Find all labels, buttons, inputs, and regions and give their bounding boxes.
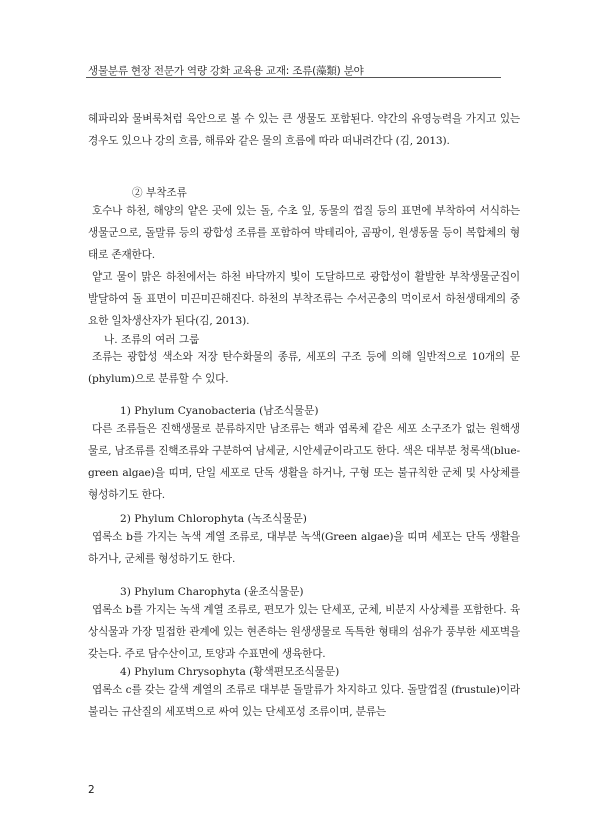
page-number: 2 <box>88 784 95 796</box>
phylum-2-heading: 2) Phylum Chlorophyta (녹조식물문) <box>120 513 307 525</box>
section-b-heading: 나. 조류의 여러 그룹 <box>104 334 200 346</box>
section-b-paragraph: 조류는 광합성 색소와 저장 탄수화물의 종류, 세포의 구조 등에 의해 일반적으로 10개의 문(phylum)으로 분류할 수 있다. <box>88 351 520 385</box>
phylum-4-text: 엽록소 c를 갖는 갈색 계열의 조류로 대부분 돌말류가 차지하고 있다. 돌말껍질 (frustule)이라 불리는 규산질의 세포벽으로 싸여 있는 단세포성 조류이며, 분류는 <box>88 684 520 718</box>
periphyton-paragraph-1: 호수나 하천, 해양의 얕은 곳에 있는 돌, 수초 잎, 동물의 껍질 등의 표면에 부착하여 서식하는 생물군으로, 돌말류 등의 광합성 조류를 포함하여 박테리아, 곰팡이, 원생동물 등이 복합체의 형태로 존재한다. <box>88 205 520 261</box>
intro-paragraph: 헤파리와 물벼룩처럼 육안으로 볼 수 있는 큰 생물도 포함된다. 약간의 유영능력을 가지고 있는 경우도 있으나 강의 흐름, 해류와 같은 물의 흐름에 따라 떠내려간다 (김, 2013). <box>88 113 520 147</box>
periphyton-paragraph-2: 얕고 물이 맑은 하천에서는 하천 바닥까지 빛이 도달하므로 광합성이 활발한 부착생물군집이 발달하여 돌 표면이 미끈미끈해진다. 하천의 부착조류는 수서곤충의 먹이로서 하천생태계의 중요한 일차생산자가 된다(김, 2013). <box>88 271 520 327</box>
header-divider <box>86 77 501 78</box>
phylum-3-heading: 3) Phylum Charophyta (윤조식물문) <box>120 586 304 598</box>
phylum-1-text: 다른 조류들은 진핵생물로 분류하지만 남조류는 핵과 엽록체 같은 세포 소구조가 없는 원핵생물로, 남조류를 진핵조류와 구분하여 남세균, 시안세균이라고도 한다. 색은 대부분 청록색(blue-green algae)을 띠며, 단일 세포로 단독 생활을 하거나, 구형 또는 불규칙한 군체 및 사상체를 형성하기도 한다. <box>88 423 520 501</box>
running-header: 생물분류 현장 전문가 역량 강화 교육용 교재: 조류(藻類) 분야 <box>88 65 364 77</box>
phylum-4-heading: 4) Phylum Chrysophyta (황색편모조식물문) <box>120 666 340 678</box>
phylum-1-heading: 1) Phylum Cyanobacteria (남조식물문) <box>120 405 319 417</box>
phylum-3-text: 엽록소 b를 가지는 녹색 계열 조류로, 편모가 있는 단세포, 군체, 비분지 사상체를 포함한다. 육상식물과 가장 밀접한 관계에 있는 현존하는 원생생물로 독특한 형태의 섬유가 풍부한 세포벽을 갖는다. 주로 담수산이고, 토양과 수표면에 생육한다. <box>88 604 520 660</box>
periphyton-heading: ② 부착조류 <box>132 187 187 199</box>
phylum-2-text: 엽록소 b를 가지는 녹색 계열 조류로, 대부분 녹색(Green algae)을 띠며 세포는 단독 생활을 하거나, 군체를 형성하기도 한다. <box>88 531 520 565</box>
